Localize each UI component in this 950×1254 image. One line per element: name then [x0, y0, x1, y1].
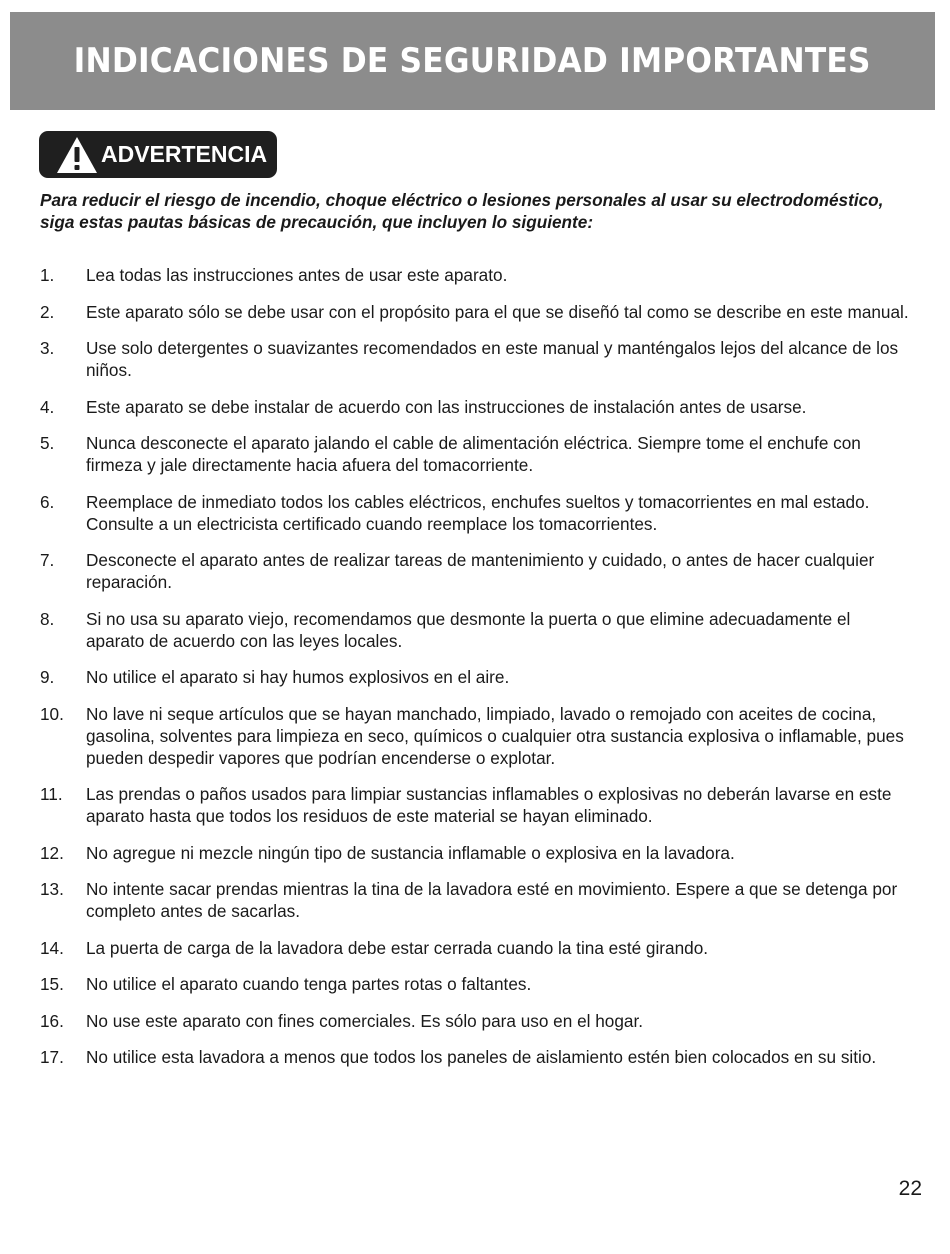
list-item [40, 396, 910, 418]
list-item-number: 3. [40, 338, 55, 358]
list-item-number: 15. [40, 974, 64, 994]
list-item-text: No intente sacar prendas mientras la tina de la lavadora esté en movimiento. Espere a que se detenga por completo antes de sacarlas. [86, 879, 898, 921]
list-item-text: Reemplace de inmediato todos los cables eléctricos, enchufes sueltos y tomacorrientes en mal estado. Consulte a un electricista certificado cuando reemplace los tomacorrientes. [86, 491, 870, 534]
list-item-number: 5. [40, 433, 55, 453]
list-item [40, 703, 910, 769]
list-item-text: No agregue ni mezcle ningún tipo de sustancia inflamable o explosiva en la lavadora. [86, 842, 735, 863]
list-item-number: 11. [40, 784, 63, 804]
list-item-text: No utilice el aparato si hay humos explosivos en el aire. [86, 667, 510, 687]
list-item-text: Nunca desconecte el aparato jalando el cable de alimentación eléctrica. Siempre tome el enchufe con firmeza y jale directamente hacia afuera del tomacorriente. [86, 433, 861, 475]
list-item-number: 9. [40, 667, 55, 687]
warning-label: ADVERTENCIA [101, 141, 268, 167]
list-item [40, 301, 910, 323]
list-item [40, 842, 910, 864]
header-band [10, 12, 935, 110]
list-item-number: 7. [40, 550, 55, 570]
list-item-text: Lea todas las instrucciones antes de usar este aparato. [86, 265, 508, 285]
list-item-number: 16. [40, 1010, 64, 1031]
list-item-text: Desconecte el aparato antes de realizar tareas de mantenimiento y cuidado, o antes de hacer cualquier reparación. [86, 550, 875, 592]
list-item [40, 1010, 910, 1032]
list-item [40, 432, 910, 476]
list-item-number: 8. [40, 608, 55, 629]
list-item-text: Este aparato se debe instalar de acuerdo con las instrucciones de instalación antes de usarse. [86, 396, 807, 417]
list-item-number: 12. [40, 842, 64, 863]
list-item [40, 973, 910, 995]
list-item-number: 2. [40, 301, 55, 322]
warning-badge [39, 131, 277, 178]
list-item-text: Use solo detergentes o suavizantes recomendados en este manual y manténgalos lejos del alcance de los niños. [86, 338, 899, 380]
list-item-number: 17. [40, 1047, 64, 1067]
list-item-text: Si no usa su aparato viejo, recomendamos que desmonte la puerta o que elimine adecuadamente el aparato de acuerdo con las leyes locales. [86, 608, 851, 651]
list-item-text: No utilice el aparato cuando tenga partes rotas o faltantes. [86, 974, 532, 994]
list-item-text: Este aparato sólo se debe usar con el propósito para el que se diseñó tal como se describe en este manual. [86, 301, 909, 322]
list-item [40, 337, 910, 381]
list-item-number: 14. [40, 937, 64, 958]
list-item [40, 783, 910, 827]
intro-text: Para reducir el riesgo de incendio, choque eléctrico o lesiones personales al usar su electrodoméstico, siga estas pautas básicas de precaución, que incluyen lo siguiente: [40, 190, 884, 232]
list-item-number: 10. [40, 703, 64, 724]
list-item-text: No lave ni seque artículos que se hayan manchado, limpiado, lavado o remojado con aceites de cocina, gasolina, solventes para limpieza en seco, químicos o cualquier otra sustancia explosiva o inflamable, pues pueden despedir vapores que podrían encenderse o explotar. [86, 703, 904, 768]
list-item-number: 13. [40, 879, 64, 899]
list-item-number: 4. [40, 396, 55, 417]
list-item [40, 608, 910, 652]
list-item-text: La puerta de carga de la lavadora debe estar cerrada cuando la tina esté girando. [86, 937, 709, 958]
list-item [40, 264, 910, 286]
warning-triangle-icon [55, 135, 99, 175]
page-title: INDICACIONES DE SEGURIDAD IMPORTANTES [73, 41, 871, 81]
list-item-number: 1. [40, 265, 55, 285]
list-item [40, 1046, 910, 1068]
list-item-text: No use este aparato con fines comerciales. Es sólo para uso en el hogar. [86, 1010, 644, 1031]
list-item-text: No utilice esta lavadora a menos que todos los paneles de aislamiento estén bien colocados en su sitio. [86, 1047, 877, 1067]
list-item [40, 549, 910, 593]
list-item [40, 937, 910, 959]
list-item [40, 878, 910, 922]
safety-list [40, 264, 910, 1083]
list-item [40, 491, 910, 535]
list-item-text: Las prendas o paños usados para limpiar sustancias inflamables o explosivas no deberán lavarse en este aparato hasta que todos los residuos de este material se hayan eliminado. [86, 784, 892, 826]
list-item-number: 6. [40, 491, 55, 512]
list-item [40, 666, 910, 688]
page-number: 22 [898, 1177, 922, 1200]
